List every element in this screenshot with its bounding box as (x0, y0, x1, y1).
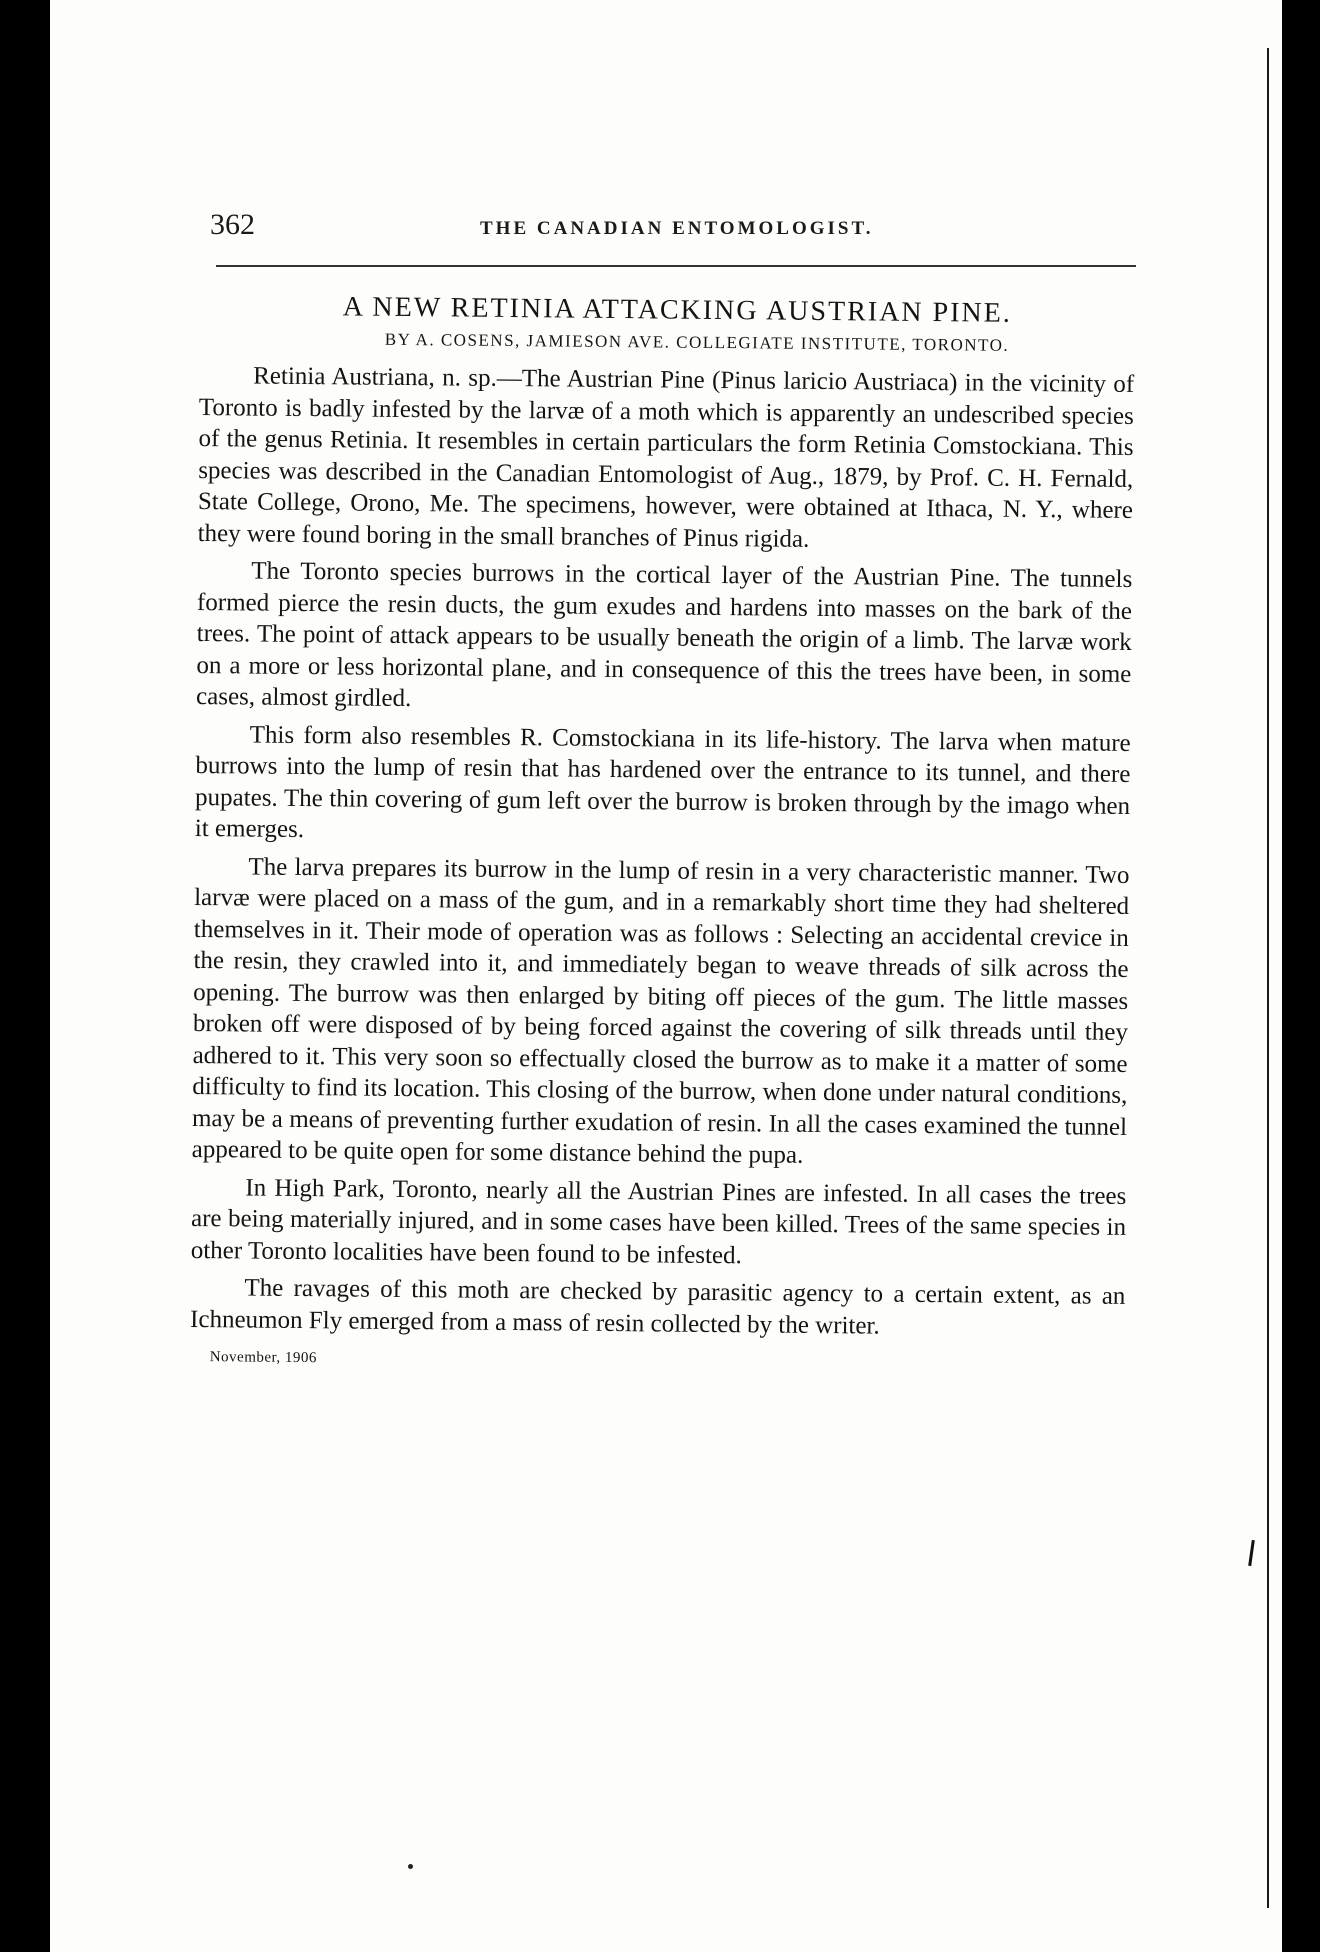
paragraph-1: Retinia Austriana, n. sp.—The Austrian Pine (Pinus laricio Austriaca) in the vicinity of Toronto is badly infested by the larvæ of a moth which is apparently an undescribed species of the genus Retinia. It resembles in certain particulars the form Retinia Comstockiana. This species was described in the Canadian Entomologist of Aug., 1879, by Prof. C. H. Fernald, State College, Orono, Me. The specimens, however, were obtained at Ithaca, N. Y., where they were found boring in the small branches of Pinus rigida. (197, 362, 1135, 553)
page-header (210, 208, 1130, 248)
paragraph-4: The larva prepares its burrow in the lump of resin in a very characteristic manner. Two larvæ were placed on a mass of the gum, and in a remarkably short time they had sheltered themselves in it. Their mode of operation was as follows : Selecting an accidental crevice in the resin, they crawled into it, and immediately began to weave threads of silk across the opening. The burrow was then enlarged by biting off pieces of the gum. The little masses broken off were disposed of by being forced against the covering of silk threads until they adhered to it. This very soon so effectually closed the burrow as to make it a matter of some difficulty to find its location. This closing of the burrow, when done under natural conditions, may be a means of preventing further exudation of resin. In all the cases examined the tunnel appeared to be quite open for some distance behind the pupa. (191, 852, 1130, 1169)
header-rule (216, 265, 1136, 267)
paragraph-5: In High Park, Toronto, nearly all the Austrian Pines are infested. In all cases the trees are being materially injured, and in some cases have been killed. Trees of the same species in other Toronto localities have been found to be infested. (190, 1173, 1127, 1269)
ink-speck (408, 1864, 413, 1869)
article-byline: BY A. COSENS, JAMIESON AVE. COLLEGIATE INSTITUTE, TORONTO. (384, 329, 1010, 355)
article-title: A NEW RETINIA ATTACKING AUSTRIAN PINE. (342, 291, 1012, 329)
scan-shadow-line (1267, 48, 1269, 1908)
article-date: November, 1906 (209, 1349, 318, 1367)
paragraph-2: The Toronto species burrows in the cortical layer of the Austrian Pine. The tunnels formed pierce the resin ducts, the gum exudes and hardens into masses on the bark of the trees. The point of attack appears to be usually beneath the origin of a limb. The larvæ work on a more or less horizontal plane, and in consequence of this the trees have been, in some cases, almost girdled. (195, 557, 1133, 713)
running-head: THE CANADIAN ENTOMOLOGIST. (480, 218, 874, 239)
article (190, 290, 1135, 1375)
paragraph-6: The ravages of this moth are checked by parasitic agency to a certain extent, as an Ichneumon Fly emerged from a mass of resin collected by the writer. (189, 1274, 1126, 1340)
paragraph-3: This form also resembles R. Comstockiana in its life-history. The larva when mature burrows into the lump of resin that has hardened over the entrance to its tunnel, and there pupates. The thin covering of gum left over the burrow is broken through by the imago when it emerges. (194, 720, 1131, 844)
page-number: 362 (210, 208, 255, 241)
scan-black-edge (1282, 0, 1320, 1952)
